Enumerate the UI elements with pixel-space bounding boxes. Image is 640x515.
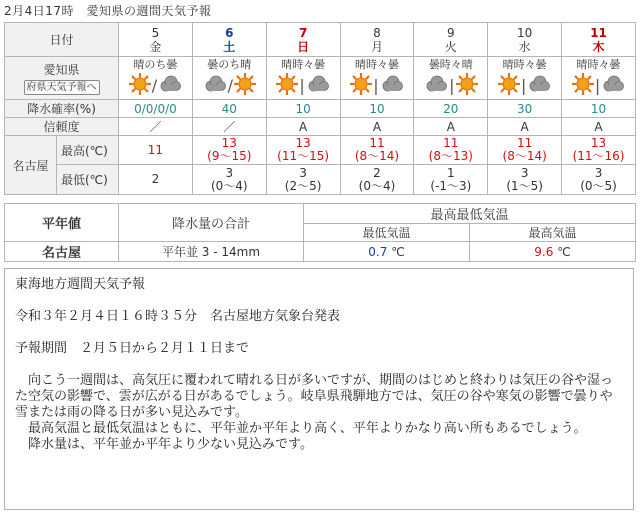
sun-icon bbox=[456, 73, 478, 98]
weather-cell bbox=[192, 57, 266, 100]
reliability-cell: A bbox=[414, 118, 488, 136]
min-temp-value: 0.7 bbox=[368, 244, 388, 259]
reliability-cell: A bbox=[488, 118, 562, 136]
weather-icons bbox=[414, 73, 487, 98]
max-temp-value: 11 bbox=[517, 136, 533, 150]
weather-cell bbox=[119, 57, 193, 100]
pop-cell: 30 bbox=[488, 100, 562, 118]
max-temp-cell bbox=[340, 136, 414, 165]
day-number: 6 bbox=[225, 25, 234, 40]
max-temp-range: (9～15) bbox=[207, 149, 252, 163]
day-of-week: 金 bbox=[149, 39, 162, 54]
min-temp-range: (0～4) bbox=[210, 178, 248, 193]
min-temp-range: (1～5) bbox=[506, 178, 543, 193]
day-of-week: 土 bbox=[223, 39, 236, 54]
max-temp-value: 13 bbox=[221, 136, 237, 150]
separator: | bbox=[299, 75, 305, 95]
date-cell bbox=[266, 23, 340, 57]
min-temp-cell bbox=[119, 165, 193, 195]
weather-text: 晴時々曇 bbox=[354, 58, 399, 71]
city-label: 名古屋 bbox=[5, 136, 57, 195]
sun-icon bbox=[276, 73, 298, 98]
min-temp-range: (-1～3) bbox=[430, 178, 472, 193]
pop-cell: 10 bbox=[562, 100, 636, 118]
day-number: 9 bbox=[446, 25, 455, 40]
min-temp-value: 3 bbox=[594, 165, 603, 180]
separator: / bbox=[227, 75, 233, 95]
cloud-icon bbox=[158, 73, 182, 98]
max-temp-value: 11 bbox=[443, 136, 459, 150]
max-temp-value: 11 bbox=[369, 136, 385, 150]
weather-cell bbox=[414, 57, 488, 100]
max-temp-value: 13 bbox=[590, 136, 607, 150]
max-temp-cell bbox=[470, 242, 636, 262]
forecast-paragraph: 降水量は、平年並か平年より少ない見込みです。 bbox=[15, 437, 313, 452]
date-cell bbox=[119, 23, 193, 57]
forecast-header: 2月4日17時 愛知県の週間天気予報 bbox=[4, 4, 212, 18]
weather-icons bbox=[119, 73, 192, 98]
max-temp-title: 最高気温 bbox=[470, 224, 636, 242]
reliability-label: 信頼度 bbox=[5, 118, 119, 136]
pref-cell bbox=[5, 57, 119, 100]
weather-text: 曇のち晴 bbox=[207, 58, 252, 71]
max-temp-range: (11～16) bbox=[572, 149, 625, 163]
day-number: 8 bbox=[373, 25, 381, 40]
reliability-cell: ／ bbox=[192, 118, 266, 136]
min-temp-value: 2 bbox=[373, 165, 381, 180]
weather-text: 晴時々曇 bbox=[576, 58, 621, 71]
weather-cell bbox=[340, 57, 414, 100]
normals-city: 名古屋 bbox=[5, 242, 119, 262]
date-cell bbox=[562, 23, 636, 57]
sun-icon bbox=[498, 73, 520, 98]
min-temp-cell bbox=[192, 165, 266, 195]
date-cell bbox=[414, 23, 488, 57]
forecast-paragraph: 最高気温と最低気温はともに、平年並か平年より高く、平年よりかなり高い所もあるでしょう。 bbox=[15, 421, 587, 436]
pref-name: 愛知県 bbox=[43, 63, 80, 77]
day-of-week: 水 bbox=[518, 39, 531, 54]
cloud-icon bbox=[306, 73, 330, 98]
reliability-cell: A bbox=[266, 118, 340, 136]
weather-text: 晴のち曇 bbox=[133, 58, 178, 71]
forecast-paragraph: 向こう一週間は、高気圧に覆われて晴れる日が多いですが、期間のはじめと終わりは気圧の谷や湿った空気の影響で、雲が広がる日があるでしょう。岐阜県飛騨地方では、気圧の谷や寒気の影響で曇りや雪または雨の降る日が多い見込みです。 bbox=[15, 373, 614, 420]
max-temp-cell bbox=[488, 136, 562, 165]
sun-icon bbox=[129, 73, 151, 98]
pref-forecast-link[interactable]: 府県天気予報へ bbox=[24, 80, 100, 95]
separator: | bbox=[520, 75, 527, 95]
separator: | bbox=[449, 75, 455, 95]
separator: / bbox=[151, 75, 158, 95]
max-temp-value: 11 bbox=[147, 142, 164, 157]
min-temp-unit: ℃ bbox=[391, 244, 405, 259]
max-temp-cell bbox=[192, 136, 266, 165]
min-temp-value: 2 bbox=[151, 172, 160, 186]
reliability-cell: A bbox=[562, 118, 636, 136]
day-number: 11 bbox=[590, 25, 607, 40]
weather-cell bbox=[562, 57, 636, 100]
forecast-text-box bbox=[4, 268, 634, 510]
pop-cell: 20 bbox=[414, 100, 488, 118]
pop-cell: 40 bbox=[192, 100, 266, 118]
day-number: 5 bbox=[151, 25, 160, 40]
precip-value: 平年並 3 - 14mm bbox=[119, 242, 304, 262]
max-temp-cell bbox=[266, 136, 340, 165]
pop-cell: 10 bbox=[266, 100, 340, 118]
weather-text: 曇時々晴 bbox=[428, 58, 473, 71]
forecast-issued: 令和３年２月４日１６時３５分 名古屋地方気象台発表 bbox=[15, 309, 341, 324]
weather-cell bbox=[266, 57, 340, 100]
weather-icons bbox=[562, 73, 635, 98]
weather-icons bbox=[267, 73, 340, 98]
min-temp-range: (0～5) bbox=[580, 178, 617, 193]
cloud-icon bbox=[601, 73, 625, 98]
min-temp-title: 最低気温 bbox=[304, 224, 470, 242]
weather-icons bbox=[341, 73, 414, 98]
max-temp-value: 13 bbox=[295, 136, 311, 150]
weather-text: 晴時々曇 bbox=[502, 58, 547, 71]
max-temp-value: 9.6 bbox=[534, 244, 554, 259]
forecast-title: 東海地方週間天気予報 bbox=[15, 277, 146, 292]
cloud-icon bbox=[424, 73, 448, 98]
separator: | bbox=[594, 75, 601, 95]
pop-cell: 10 bbox=[340, 100, 414, 118]
max-temp-range: (8～14) bbox=[354, 149, 400, 163]
max-temp-range: (8～13) bbox=[428, 149, 473, 163]
min-temp-cell bbox=[340, 165, 414, 195]
separator: | bbox=[373, 75, 379, 95]
max-temp-range: (8～14) bbox=[502, 149, 547, 163]
min-temp-value: 3 bbox=[520, 165, 529, 180]
min-temp-cell bbox=[414, 165, 488, 195]
max-temp-cell bbox=[414, 136, 488, 165]
day-of-week: 木 bbox=[592, 39, 605, 54]
day-of-week: 日 bbox=[297, 39, 310, 54]
normals-title: 平年値 bbox=[5, 204, 119, 242]
min-temp-range: (0～4) bbox=[358, 178, 396, 193]
min-temp-cell bbox=[304, 242, 470, 262]
sun-icon bbox=[234, 73, 256, 98]
weather-cell bbox=[488, 57, 562, 100]
weekly-forecast-table bbox=[4, 22, 636, 195]
pop-cell: 0/0/0/0 bbox=[119, 100, 193, 118]
day-number: 10 bbox=[517, 25, 533, 40]
max-temp-unit: ℃ bbox=[557, 244, 571, 259]
max-temp-cell bbox=[562, 136, 636, 165]
cloud-icon bbox=[527, 73, 551, 98]
min-temp-value: 3 bbox=[225, 165, 234, 180]
min-temp-value: 1 bbox=[446, 165, 455, 180]
max-temp-range: (11～15) bbox=[277, 149, 330, 163]
day-number: 7 bbox=[298, 25, 308, 40]
date-cell bbox=[192, 23, 266, 57]
min-label: 最低(℃) bbox=[57, 165, 119, 195]
pop-label: 降水確率(%) bbox=[5, 100, 119, 118]
date-cell bbox=[488, 23, 562, 57]
max-temp-cell bbox=[119, 136, 193, 165]
min-temp-cell bbox=[266, 165, 340, 195]
date-cell bbox=[340, 23, 414, 57]
cloud-icon bbox=[380, 73, 404, 98]
min-temp-cell bbox=[488, 165, 562, 195]
reliability-cell: A bbox=[340, 118, 414, 136]
day-of-week: 火 bbox=[444, 39, 457, 54]
normals-table bbox=[4, 203, 636, 262]
maxmin-title: 最高最低気温 bbox=[304, 204, 636, 224]
sun-icon bbox=[350, 73, 372, 98]
weather-icons bbox=[488, 73, 561, 98]
cloud-icon bbox=[203, 73, 227, 98]
reliability-cell: ／ bbox=[119, 118, 193, 136]
weather-icons bbox=[193, 73, 266, 98]
weather-text: 晴時々曇 bbox=[281, 58, 326, 71]
max-label: 最高(℃) bbox=[57, 136, 119, 165]
day-of-week: 月 bbox=[370, 39, 383, 54]
forecast-period: 予報期間 ２月５日から２月１１日まで bbox=[15, 341, 250, 356]
precip-title: 降水量の合計 bbox=[119, 204, 304, 242]
date-label: 日付 bbox=[5, 23, 119, 57]
min-temp-range: (2～5) bbox=[284, 178, 322, 193]
sun-icon bbox=[572, 73, 594, 98]
min-temp-value: 3 bbox=[299, 165, 307, 180]
min-temp-cell bbox=[562, 165, 636, 195]
